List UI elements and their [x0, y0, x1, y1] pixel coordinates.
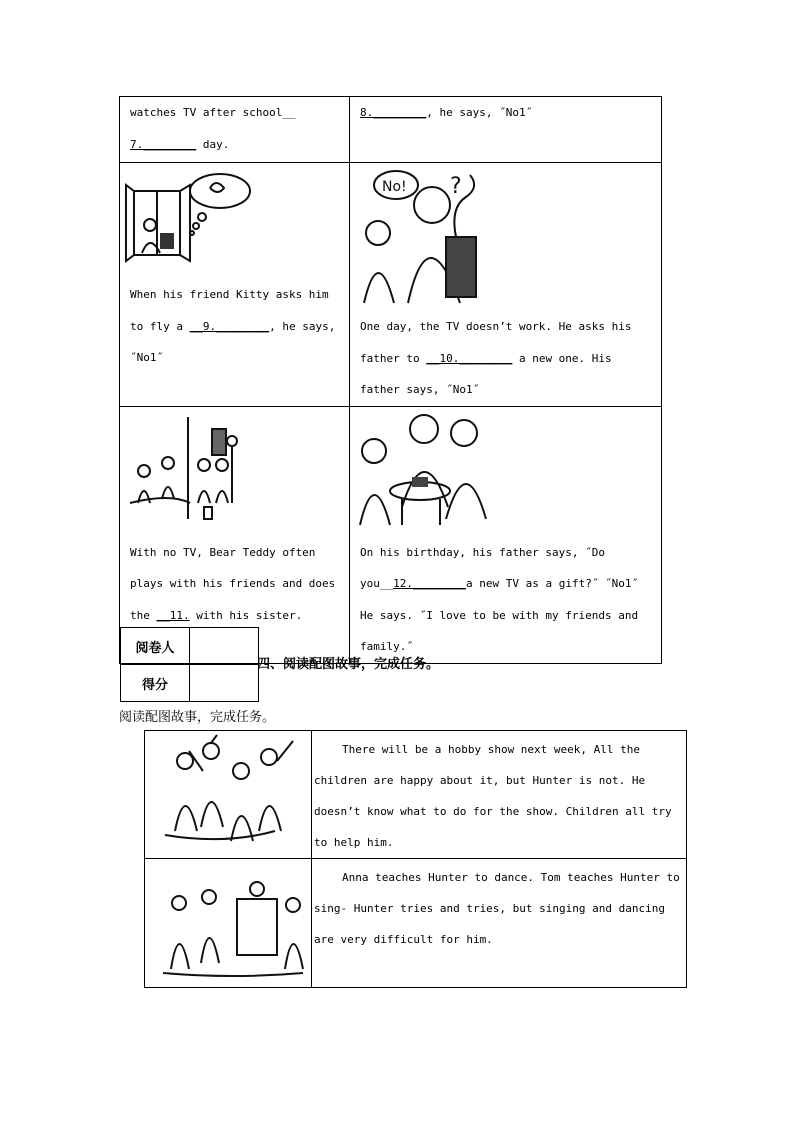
- story-text: One day, the TV doesnʼt work. He asks his father to: [360, 320, 632, 365]
- blank-7[interactable]: 7.________: [130, 137, 197, 151]
- no-tv-illustration: [350, 163, 662, 305]
- blank-11[interactable]: __11.: [156, 608, 190, 622]
- story-text: With no TV, Bear Teddy often plays with his friends and does the: [130, 545, 336, 622]
- story-text: a new one. His father says, ˝No1˝: [360, 351, 612, 396]
- svg-text:No!: No!: [382, 179, 407, 195]
- story-text: day.: [196, 137, 230, 151]
- story-cell-4: [350, 163, 662, 407]
- story-cell-5: [120, 406, 350, 663]
- score-box: [120, 627, 259, 702]
- hobby-text-cell-2: [312, 859, 687, 988]
- playground-illustration: [120, 407, 350, 531]
- story-cell-6: [350, 406, 662, 663]
- blank-8[interactable]: 8.________: [360, 106, 427, 119]
- story-table: [119, 96, 662, 664]
- reviewer-field[interactable]: [190, 628, 259, 665]
- story-text: On his birthday, his father says, ˝Do you__: [360, 545, 606, 590]
- blank-12[interactable]: 12.________: [393, 577, 466, 590]
- children-cheering-illustration: [145, 731, 312, 858]
- hobby-table: [144, 730, 687, 988]
- hobby-image-cell-2: [145, 859, 312, 988]
- story-text: , he says, ˝No1˝: [130, 319, 336, 364]
- reviewer-label: 阅卷人: [121, 628, 190, 665]
- hobby-paragraph-1: There will be a hobby show next week, All the children are happy about it, but Hunter is not. He doesnʼt know what to do for the show. Children all try to help him.: [314, 743, 672, 849]
- svg-text:?: ?: [450, 174, 462, 199]
- window-daydream-illustration: [120, 163, 350, 273]
- story-text: watches TV after school__: [130, 106, 296, 119]
- hobby-image-cell-1: [145, 731, 312, 859]
- dance-sing-illustration: [145, 859, 312, 987]
- blank-10[interactable]: __10.________: [426, 351, 513, 365]
- story-text: a new TV as a gift?˝ ˝No1˝ He says. ˝I love to be with my friends and family.˝: [360, 577, 639, 653]
- story-text: When his friend Kitty asks him to fly a: [130, 288, 329, 333]
- section-title: 四、阅读配图故事，完成任务。: [257, 657, 440, 672]
- story-cell-1: [120, 97, 350, 163]
- hobby-text-cell-1: [312, 731, 687, 859]
- story-text: with his sister.: [189, 608, 303, 622]
- story-text: , he says, ˝No1˝: [426, 106, 533, 119]
- section-intro: 阅读配图故事，完成任务。: [119, 710, 276, 725]
- hobby-paragraph-2: Anna teaches Hunter to dance. Tom teaches Hunter to sing- Hunter tries and tries, but singing and dancing are very difficult for him.: [314, 871, 680, 946]
- blank-9[interactable]: __9.________: [189, 319, 270, 333]
- story-cell-3: [120, 163, 350, 407]
- score-field[interactable]: [190, 665, 259, 702]
- score-label: 得分: [121, 665, 190, 702]
- birthday-illustration: [350, 407, 662, 531]
- story-cell-2: [350, 97, 662, 163]
